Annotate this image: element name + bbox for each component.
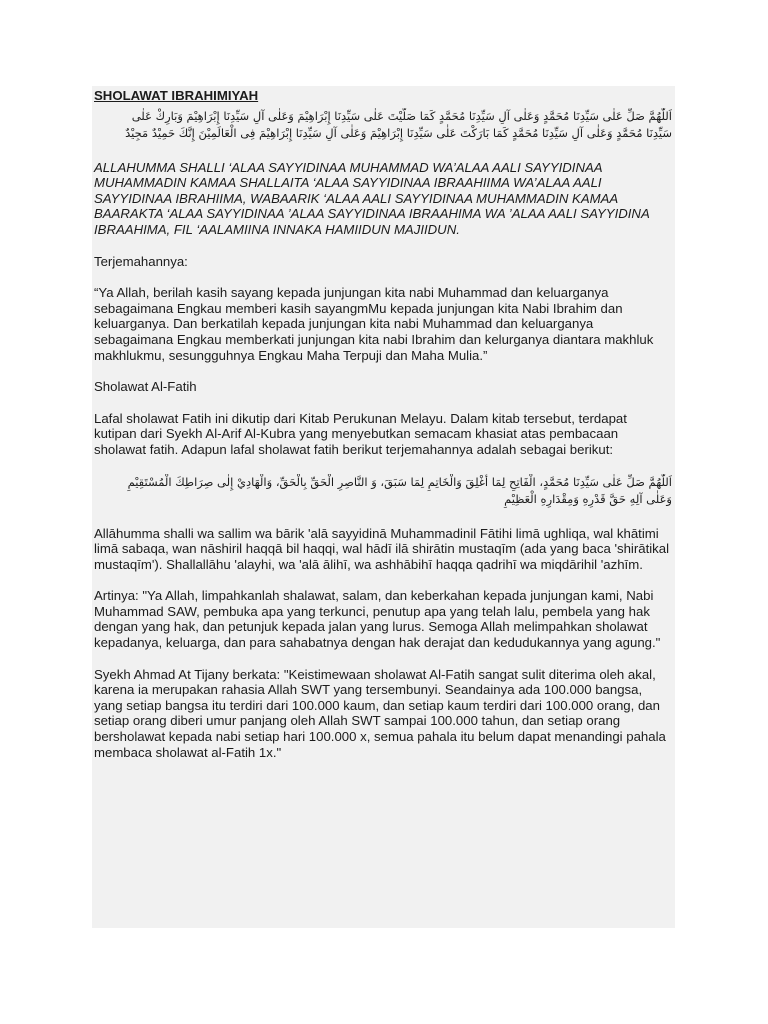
- arabic-line: اَللّٰهُمَّ صَلِّ عَلٰى سَيِّدِنَا مُحَمَّدٍ، الْفَاتِحِ لِمَا أُغْلِقَ وَالْخَاتِمِ لِمَا سَبَقَ، وَ النَّاصِرِ الْحَقِّ بِالْحَقِّ، وَالْهَادِيْ إِلٰى صِرَاطِكَ الْمُسْتَقِيْمِ: [127, 474, 672, 489]
- intro-al-fatih: Lafal sholawat Fatih ini dikutip dari Kitab Perukunan Melayu. Dalam kitab tersebut, terdapat kutipan dari Syekh Al-Arif Al-Kubra yang menyebutkan semacam khasiat atas pembacaan sholawat fatih. Adapun lafal sholawat fatih berikut terjemahannya adalah sebagai berikut:: [94, 410, 627, 457]
- transliteration-al-fatih: Allāhumma shalli wa sallim wa bārik 'alā sayyidinā Muhammadinil Fātihi limā ughliqa, wal khātimi limā sabaqa, wan nāshiril haqqā bil haqqi, wal hādī ilā shirātin mustaqīm (ada yang baca 'shirātikal mustaqīm'). Shallallāhu 'alayhi, wa 'alā ālihī, wa ashhābihī haqqa qadrihī wa miqdārihil 'azhīm.: [94, 525, 670, 572]
- quote-syekh-tijany: Syekh Ahmad At Tijany berkata: "Keistimewaan sholawat Al-Fatih sangat sulit diterima oleh akal, karena ia merupakan rahasia Allah SWT yang tersembunyi. Seandainya ada 100.000 bangsa, yang setiap bangsa itu terdiri dari 100.000 kaum, dan setiap kaum terdiri dari 100.000 orang, dan setiap orang diberi umur panjang oleh Allah SWT sampai 100.000 tahun, dan setiap orang bersholawat kepada nabi setiap hari 100.000 x, semua pahala itu belum dapat menandingi pahala membaca sholawat al-Fatih 1x.": [94, 666, 666, 760]
- arabic-line: سَيِّدِنَا مُحَمَّدٍ وَعَلٰى آلِ سَيِّدِنَا مُحَمَّدٍ كَمَا بَارَكْتَ عَلٰى سَيِّدِنَا إِبْرَاهِيْمَ وَعَلٰى آلِ سَيِّدِنَا إِبْرَاهِيْمَ فِى الْعَالَمِيْنَ إِنَّكَ حَمِيْدٌ مَجِيْدٌ: [125, 125, 672, 140]
- section-heading-al-fatih: Sholawat Al-Fatih: [94, 379, 197, 395]
- arabic-line: اَللّٰهُمَّ صَلِّ عَلٰى سَيِّدِنَا مُحَمَّدٍ وَعَلٰى آلِ سَيِّدِنَا مُحَمَّدٍ كَمَا صَلَّيْتَ عَلٰى سَيِّدِنَا إِبْرَاهِيْمَ وَعَلٰى آلِ سَيِّدِنَا إِبْرَاهِيْمَ وَبَارِكْ عَلٰى: [131, 108, 672, 123]
- meaning-al-fatih: Artinya: "Ya Allah, limpahkanlah shalawat, salam, dan keberkahan kepada junjungan kami, Nabi Muhammad SAW, pembuka apa yang terkunci, penutup apa yang telah lalu, pembela yang hak dengan yang hak, dan petunjuk kepada jalan yang lurus. Semoga Allah melimpahkan sholawat kepadanya, keluarga, dan para sahabatnya dengan hak derajat dan kedudukannya yang agung.": [94, 588, 661, 651]
- translation-label: Terjemahannya:: [94, 253, 188, 269]
- transliteration-ibrahimiyah: ALLAHUMMA SHALLI ‘ALAA SAYYIDINAA MUHAMMAD WA’ALAA AALI SAYYIDINAA MUHAMMADIN KAMAA SHALLAITA ‘ALAA SAYYIDINAA IBRAAHIIMA WA’ALAA AALI SAYYIDINAA IBRAHIIMA, WABAARIK ‘ALAA AALI SAYYIDINAA MUHAMMADIN KAMAA BAARAKTA ‘ALAA SAYYIDINAA ’ALAA SAYYIDINAA IBRAAHIMA WA ’ALAA AALI SAYYIDINA IBRAAHIMA, FIL ‘AALAMIINA INNAKA HAMIIDUN MAJIIDUN.: [94, 159, 650, 237]
- arabic-line: وَعَلٰى آلِهِ حَقَّ قَدْرِهِ وَمِقْدَارِهِ الْعَظِيْمِ: [504, 491, 672, 506]
- arabic-text-ibrahimiyah: [94, 108, 672, 142]
- translation-ibrahimiyah: “Ya Allah, berilah kasih sayang kepada junjungan kita nabi Muhammad dan keluarganya sebagaimana Engkau memberi kasih sayangmMu kepada junjungan kita Nabi Ibrahim dan keluarganya. Dan berkatilah kepada junjungan kita nabi Muhammad dan keluarganya sebagaimana Engkau memberkati junjungan kita nabi Ibrahim dan kelurganya diantara makhluk makhlukmu, sesungguhnya Engkau Maha Terpuji dan Maha Mulia.”: [94, 285, 654, 363]
- arabic-text-al-fatih: [94, 474, 672, 508]
- document-body: [92, 86, 675, 928]
- document-title: SHOLAWAT IBRAHIMIYAH: [94, 88, 259, 103]
